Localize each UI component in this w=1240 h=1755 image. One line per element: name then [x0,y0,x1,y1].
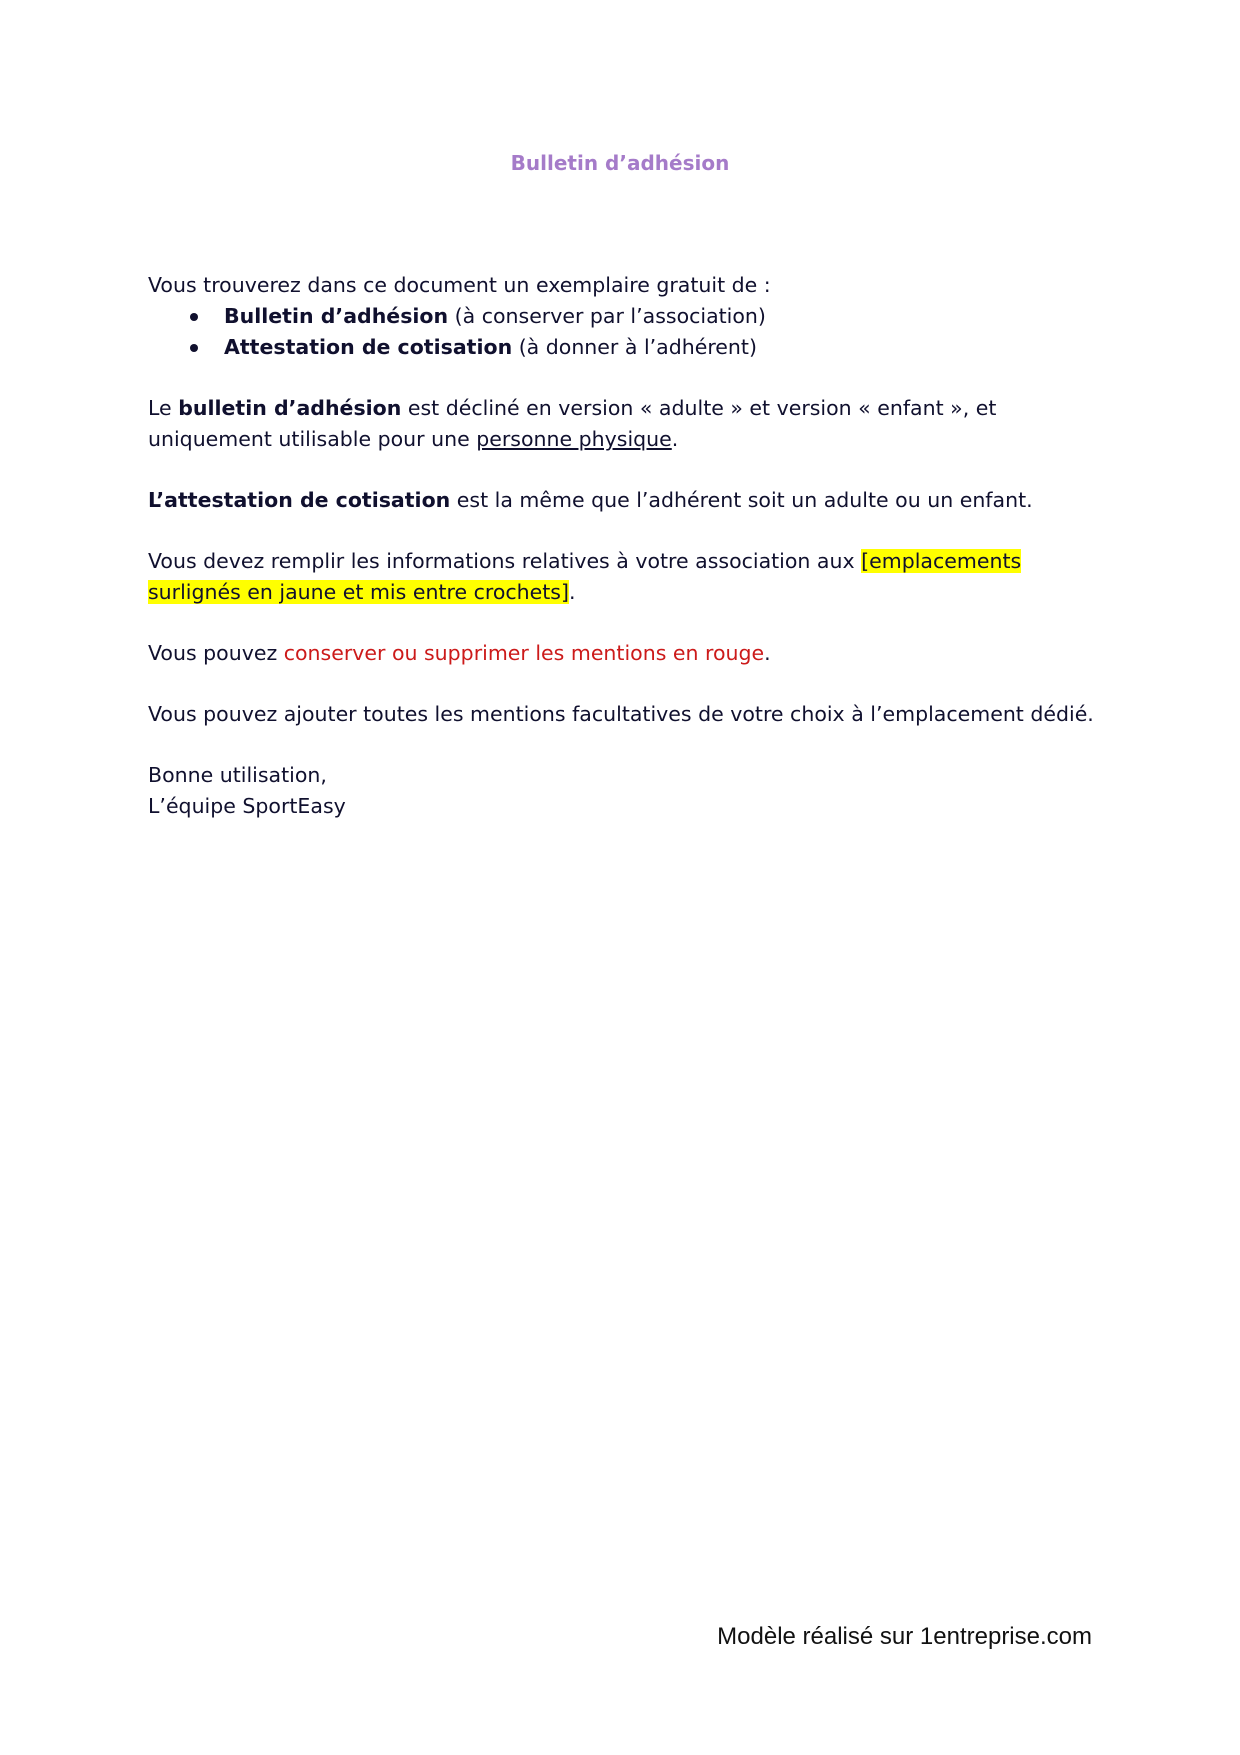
document-body [148,270,1098,822]
list-item-note: (à conserver par l’association) [448,304,766,328]
fill-instructions-paragraph: Vous devez remplir les informations relatives à votre association aux [emplacements surlignés en jaune et mis entre crochets]. [148,549,1022,604]
attestation-paragraph: L’attestation de cotisation est la même que l’adhérent soit un adulte ou un enfant. [148,488,1033,512]
red-mentions-text: conserver ou supprimer les mentions en rouge [283,641,765,665]
personne-physique-underlined: personne physique [476,427,672,451]
bulletin-term: bulletin d’adhésion [178,396,402,420]
list-item-title: Bulletin d’adhésion [224,304,449,328]
document-title: Bulletin d’adhésion [510,151,730,175]
list-item-title: Attestation de cotisation [224,335,513,359]
list-item [148,332,1098,363]
footer-credit: Modèle réalisé sur 1entreprise.com [717,1623,1092,1650]
highlighted-placeholder-text: [emplacements surlignés en jaune et mis entre crochets] [148,549,1022,604]
attestation-term: L’attestation de cotisation [148,488,451,512]
red-mentions-paragraph: Vous pouvez conserver ou supprimer les mentions en rouge. [148,641,771,665]
closing-line: Bonne utilisation, [148,763,327,787]
included-documents-list [148,301,1098,363]
bulletin-versions-paragraph: Le bulletin d’adhésion est décliné en version « adulte » et version « enfant », et uniquement utilisable pour une personne physique. [148,396,997,451]
list-item [148,301,1098,332]
optional-mentions-paragraph: Vous pouvez ajouter toutes les mentions facultatives de votre choix à l’emplacement dédié. [148,702,1094,726]
list-item-note: (à donner à l’adhérent) [512,335,757,359]
signature-line: L’équipe SportEasy [148,794,346,818]
intro-text: Vous trouverez dans ce document un exemplaire gratuit de : [148,273,771,297]
